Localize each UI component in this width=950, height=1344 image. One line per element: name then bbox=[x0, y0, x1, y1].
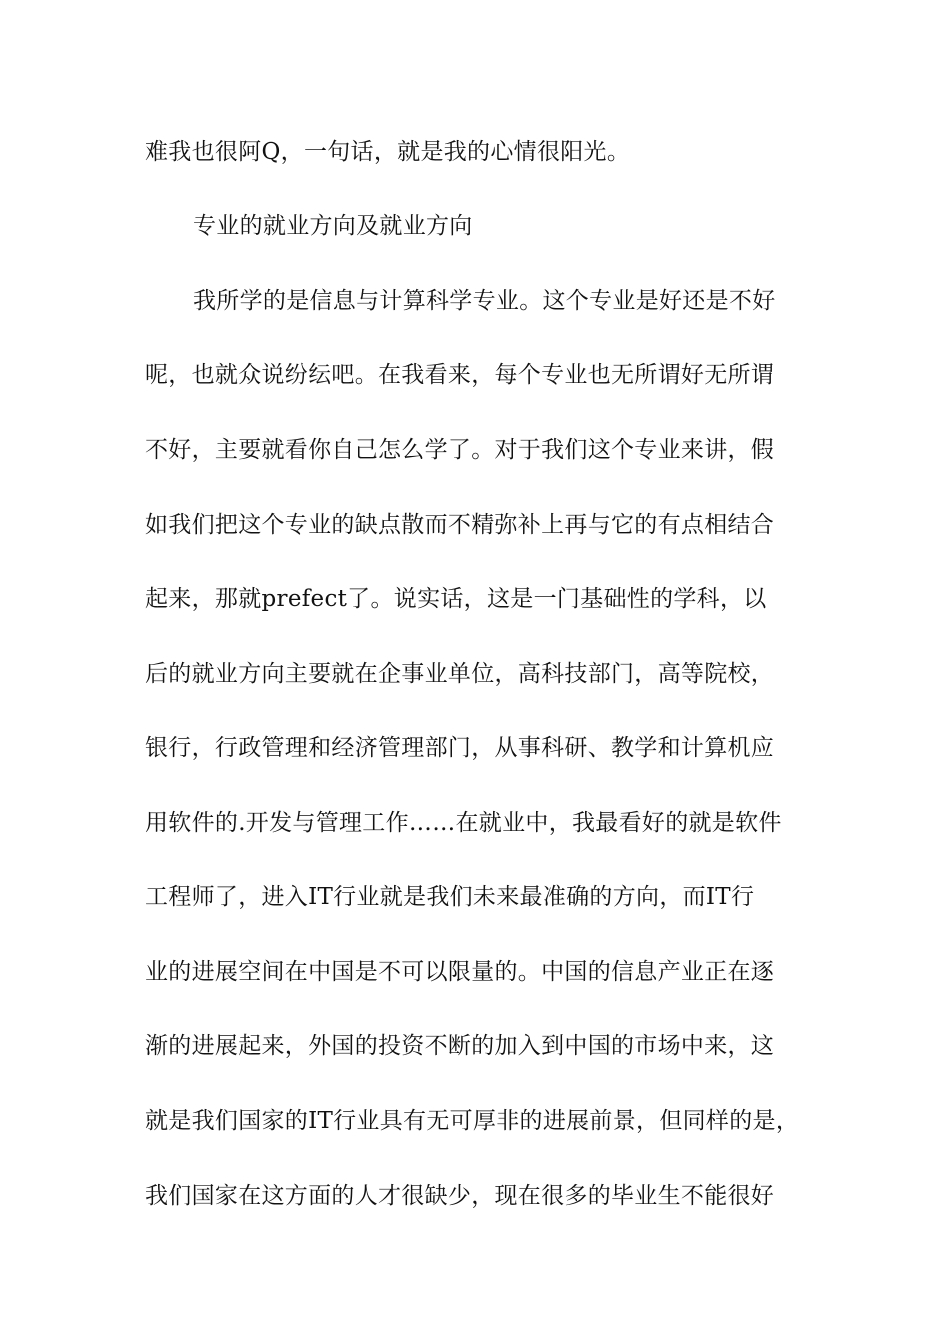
text-line: 不好，主要就看你自己怎么学了。对于我们这个专业来讲，假 bbox=[145, 437, 775, 463]
text-line: 工程师了，进入IT行业就是我们未来最准确的方向，而IT行 bbox=[145, 884, 755, 910]
text-line: 难我也很阿Q，一句话，就是我的心情很阳光。 bbox=[145, 139, 631, 165]
text-line: 起来，那就prefect了。说实话，这是一门基础性的学科，以 bbox=[145, 586, 767, 612]
text-line: 我们国家在这方面的人才很缺少，现在很多的毕业生不能很好 bbox=[145, 1183, 775, 1209]
section-heading: 专业的就业方向及就业方向 bbox=[193, 213, 473, 239]
text-line: 业的进展空间在中国是不可以限量的。中国的信息产业正在逐 bbox=[145, 959, 775, 985]
text-line: 渐的进展起来，外国的投资不断的加入到中国的市场中来，这 bbox=[145, 1033, 775, 1059]
text-line: 用软件的.开发与管理工作……在就业中，我最看好的就是软件 bbox=[145, 810, 782, 836]
text-line: 如我们把这个专业的缺点散而不精弥补上再与它的有点相结合 bbox=[145, 512, 775, 538]
text-line: 后的就业方向主要就在企事业单位，高科技部门，高等院校， bbox=[145, 661, 775, 687]
text-line: 呢，也就众说纷纭吧。在我看来，每个专业也无所谓好无所谓 bbox=[145, 362, 775, 388]
text-line: 就是我们国家的IT行业具有无可厚非的进展前景，但同样的是， bbox=[145, 1108, 800, 1134]
text-line: 银行，行政管理和经济管理部门，从事科研、教学和计算机应 bbox=[145, 735, 775, 761]
text-line: 我所学的是信息与计算科学专业。这个专业是好还是不好 bbox=[193, 288, 776, 314]
